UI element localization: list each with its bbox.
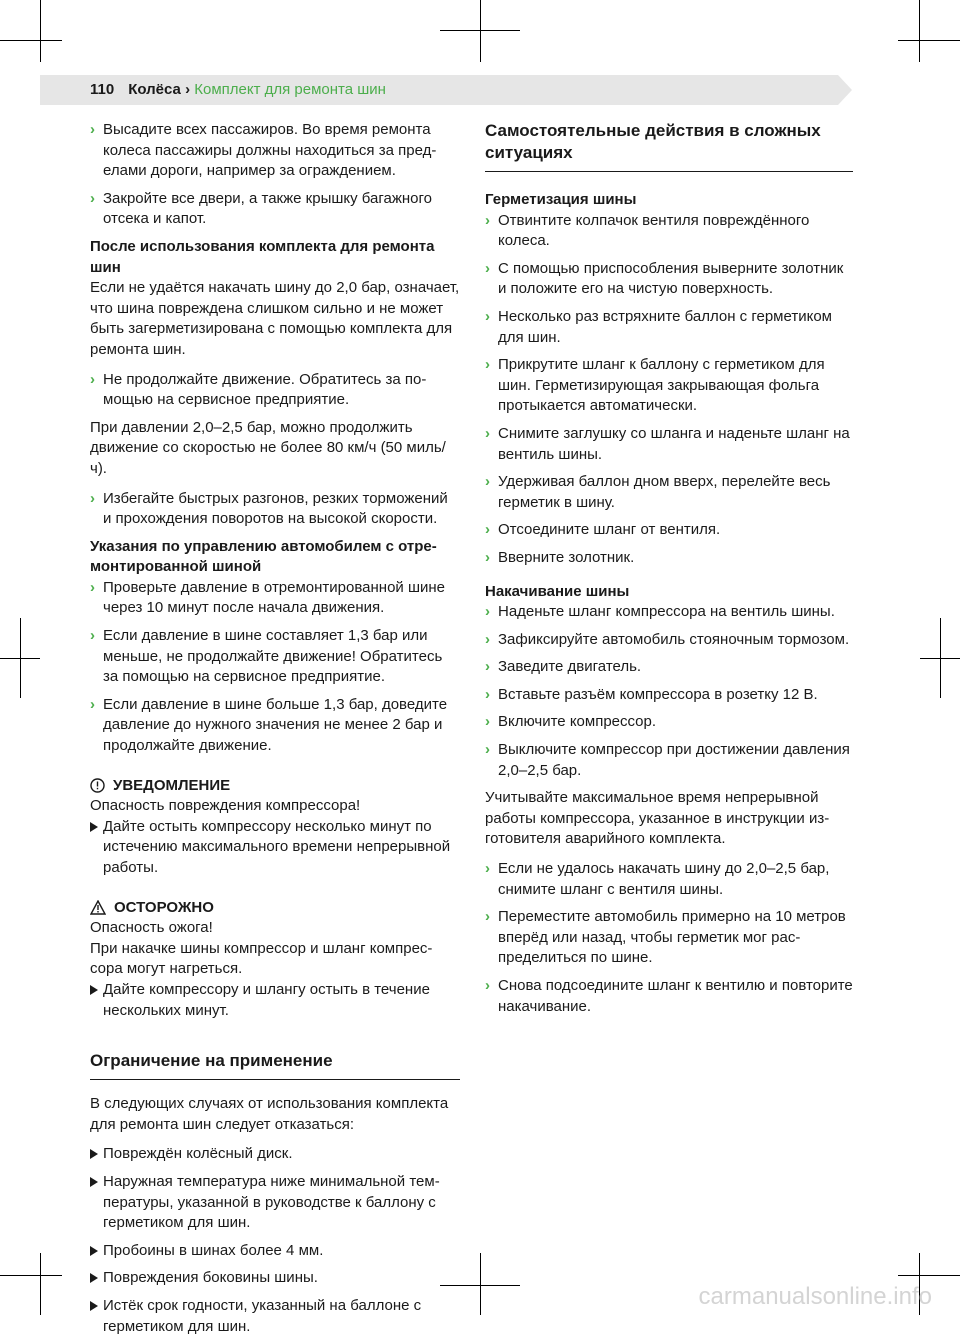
bullet-chevron-icon: › xyxy=(485,630,490,648)
list-item: › Закройте все двери, а также крышку багажного отсека и капот. xyxy=(90,189,432,228)
page-number: 110 xyxy=(90,81,115,98)
list-item: Пробоины в шинах более 4 мм. xyxy=(90,1241,460,1262)
section-heading: Накачивание шины xyxy=(485,582,630,600)
crop-mark xyxy=(920,658,960,659)
caution-text: Опасность ожога! xyxy=(90,919,213,937)
right-column xyxy=(485,120,853,1024)
list-item: › Несколько раз встряхните баллон с герметиком для шин. xyxy=(485,307,832,346)
notice-title: УВЕДОМЛЕНИЕ xyxy=(90,776,460,797)
list-item: › Высадите всех пассажиров. Во время ремонта колеса пассажиры должны находиться за пределами дороги, например за ограждением. xyxy=(90,121,437,180)
list-item: › Наденьте шланг компрессора на вентиль шины. xyxy=(485,602,853,623)
list-item: › Зафиксируйте автомобиль стояночным тормозом. xyxy=(485,630,853,651)
crop-mark xyxy=(898,1275,960,1276)
bullet-chevron-icon: › xyxy=(90,627,95,645)
crop-mark xyxy=(40,1253,41,1315)
crop-mark xyxy=(0,1275,62,1276)
list-item: Истёк срок годности, указанный на баллоне с герметиком для шин. xyxy=(90,1296,460,1337)
triangle-bullet-icon xyxy=(90,1177,98,1187)
list-item: › Переместите автомобиль примерно на 10 метров вперёд или назад, чтобы герметик мог распределиться по шине. xyxy=(485,908,846,967)
crop-mark xyxy=(0,40,62,41)
warning-triangle-icon xyxy=(90,900,106,915)
header-arrow xyxy=(838,75,852,105)
crop-mark xyxy=(440,30,520,31)
crop-mark xyxy=(0,658,40,659)
bullet-chevron-icon: › xyxy=(90,370,95,388)
paragraph: Если не удаётся накачать шину до 2,0 бар, означает, что шина повреждена слишком сильно и не может быть загерметизирована с помощью комплекта для ремонта шин. xyxy=(90,279,460,358)
list-item: › Избегайте быстрых разгонов, резких торможений и прохождения поворотов на высокой скорости. xyxy=(90,489,448,528)
bullet-chevron-icon: › xyxy=(485,356,490,374)
paragraph: В следующих случаях от использования комплекта для ремонта шин следует отказаться: xyxy=(90,1095,449,1133)
bullet-chevron-icon: › xyxy=(485,548,490,566)
section-heading: Указания по управлению автомобилем с отремонтированной шиной xyxy=(90,537,437,576)
triangle-bullet-icon xyxy=(90,1149,98,1159)
crop-mark xyxy=(919,0,920,62)
paragraph: При давлении 2,0–2,5 бар, можно продолжить движение со скоростью не более 80 км/ч (50 миль/ч). xyxy=(90,418,446,477)
list-item: › Не продолжайте движение. Обратитесь за помощью на сервисное предприятие. xyxy=(90,370,427,409)
bullet-chevron-icon: › xyxy=(485,908,490,926)
breadcrumb-subsection[interactable]: Комплект для ремонта шин xyxy=(194,81,386,98)
list-item: › Отвинтите колпачок вентиля повреждённого колеса. xyxy=(485,211,810,250)
bullet-chevron-icon: › xyxy=(90,121,95,138)
triangle-bullet-icon xyxy=(90,1273,98,1283)
list-item: › Проверьте давление в отремонтированной шине через 10 минут после начала движения. xyxy=(90,578,446,617)
bullet-chevron-icon: › xyxy=(485,685,490,703)
triangle-bullet-icon xyxy=(90,1301,98,1311)
list-item: › Выключите компрессор при достижении давления 2,0–2,5 бар. xyxy=(485,741,850,779)
paragraph: Учитывайте максимальное время непрерывной работы компрессора, указанное в инструкции изготовителя аварийного комплекта. xyxy=(485,789,830,848)
breadcrumb-section[interactable]: Колёса xyxy=(128,81,181,98)
list-item: › Снимите заглушку со шланга и наденьте шланг на вентиль шины. xyxy=(485,424,850,463)
list-item: › Включите компрессор. xyxy=(485,712,853,733)
bullet-chevron-icon: › xyxy=(485,713,490,731)
list-item: › Снова подсоедините шланг к вентилю и повторите накачивание. xyxy=(485,977,853,1015)
info-circle-icon xyxy=(90,778,105,793)
list-item: › Прикрутите шланг к баллону с герметиком для шин. Герметизирующая закрывающая фольга протыкается автоматически. xyxy=(485,356,825,415)
breadcrumb-separator: › xyxy=(185,81,191,98)
section-title: Самостоятельные действия в сложных ситуациях xyxy=(485,120,853,172)
left-column xyxy=(90,120,460,1344)
bullet-chevron-icon: › xyxy=(485,860,490,878)
list-item: › Вверните золотник. xyxy=(485,548,853,569)
list-item: › Отсоедините шланг от вентиля. xyxy=(485,520,853,541)
notice-text: Опасность повреждения компрессора! xyxy=(90,797,361,815)
bullet-chevron-icon: › xyxy=(485,658,490,676)
list-item: › Заведите двигатель. xyxy=(485,657,853,678)
section-heading: Герметизация шины xyxy=(485,191,637,208)
section-title: Ограничение на применение xyxy=(90,1050,460,1080)
list-item: Дайте компрессору и шлангу остыть в течение нескольких минут. xyxy=(90,980,460,1021)
watermark: carmanualsonline.info xyxy=(698,1283,932,1310)
crop-mark xyxy=(898,40,960,41)
bullet-chevron-icon: › xyxy=(485,741,490,759)
list-item: Повреждения боковины шины. xyxy=(90,1268,460,1289)
triangle-bullet-icon xyxy=(90,822,98,832)
list-item: › Если давление в шине составляет 1,3 бар или меньше, не продолжайте движение! Обратитесь за помощью на сервисное предприятие. xyxy=(90,627,443,686)
bullet-chevron-icon: › xyxy=(485,307,490,325)
bullet-chevron-icon: › xyxy=(485,473,490,491)
bullet-chevron-icon: › xyxy=(485,521,490,539)
breadcrumb xyxy=(90,80,386,100)
bullet-chevron-icon: › xyxy=(485,424,490,442)
bullet-chevron-icon: › xyxy=(485,211,490,229)
bullet-chevron-icon: › xyxy=(485,259,490,277)
crop-mark xyxy=(480,0,481,62)
crop-mark xyxy=(480,1253,481,1315)
list-item: Повреждён колёсный диск. xyxy=(90,1144,460,1165)
section-heading: После использования комплекта для ремонта шин xyxy=(90,237,435,276)
crop-mark xyxy=(40,0,41,62)
bullet-chevron-icon: › xyxy=(90,578,95,596)
bullet-chevron-icon: › xyxy=(90,695,95,713)
list-item: › Удерживая баллон дном вверх, перелейте весь герметик в шину. xyxy=(485,473,831,511)
caution-text: При накачке шины компрессор и шланг компрессора могут нагреться. xyxy=(90,939,433,978)
list-item: Дайте остыть компрессору несколько минут по истечению максимального времени непрерывной работы. xyxy=(90,817,460,879)
list-item: › Если не удалось накачать шину до 2,0–2,5 бар, снимите шланг с вентиля шины. xyxy=(485,860,830,898)
list-item: Наружная температура ниже минимальной температуры, указанной в руководстве к баллону с герметиком для шин. xyxy=(90,1172,460,1234)
list-item: › С помощью приспособления выверните золотник и положите его на чистую поверхность. xyxy=(485,259,844,298)
list-item: › Вставьте разъём компрессора в розетку 12 В. xyxy=(485,685,853,706)
bullet-chevron-icon: › xyxy=(90,189,95,207)
triangle-bullet-icon xyxy=(90,985,98,995)
list-item: › Если давление в шине больше 1,3 бар, доведите давление до нужного значения не менее 2 бар и продолжайте движение. xyxy=(90,695,448,755)
bullet-chevron-icon: › xyxy=(485,977,490,994)
bullet-chevron-icon: › xyxy=(485,603,490,621)
bullet-chevron-icon: › xyxy=(90,489,95,507)
caution-title: ОСТОРОЖНО xyxy=(90,898,460,919)
triangle-bullet-icon xyxy=(90,1246,98,1256)
